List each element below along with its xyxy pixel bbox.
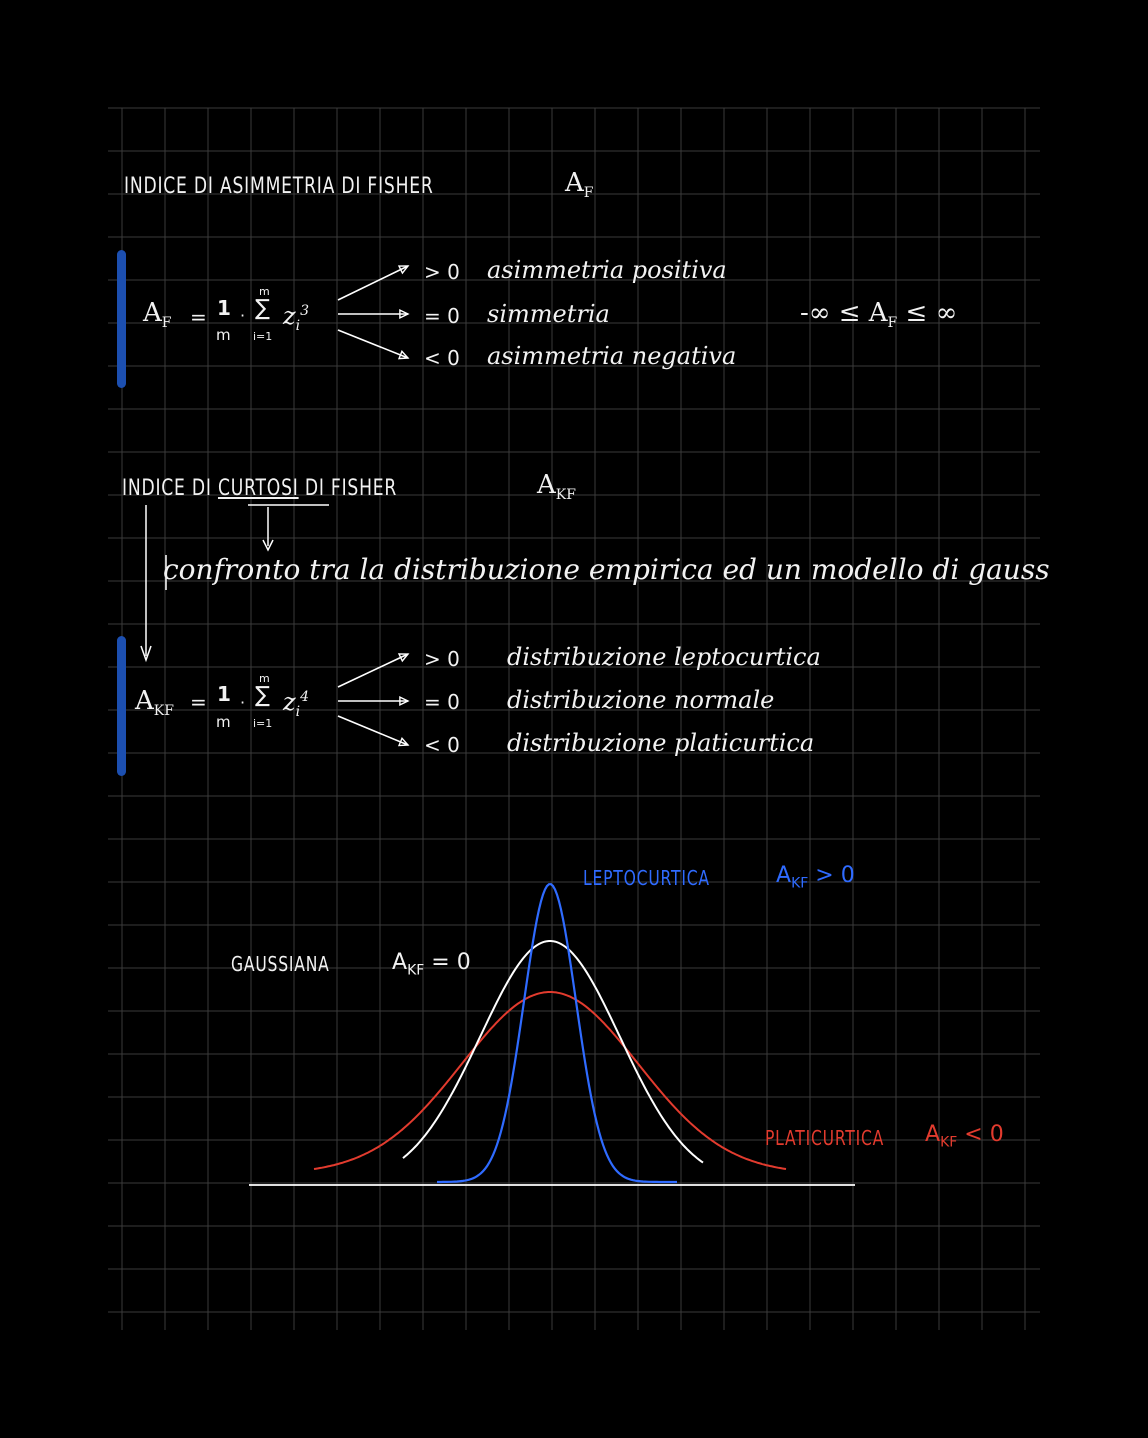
sum-bottom: i=1 — [253, 330, 273, 343]
term-z: $z_i^3$ — [283, 302, 310, 334]
fraction-denominator: m — [216, 713, 231, 731]
equals-sign: = — [190, 305, 207, 329]
case-label: asimmetria positiva — [487, 256, 727, 284]
platicurtica-label: PLATICURTICA — [765, 1126, 885, 1150]
section2-title: INDICE DI CURTOSI DI FISHER — [122, 476, 398, 501]
fraction-numerator: 1 — [217, 296, 231, 320]
range-expression: -∞ ≤ $A_F$ ≤ ∞ — [800, 298, 958, 332]
arrow-line — [338, 716, 408, 745]
fraction-numerator: 1 — [217, 682, 231, 706]
arrow-line — [338, 266, 408, 300]
case-cond: = 0 — [424, 304, 460, 328]
arrow-line — [338, 654, 408, 687]
case-cond: < 0 — [424, 733, 460, 757]
case-cond: > 0 — [424, 647, 460, 671]
gaussiana-label: GAUSSIANA — [231, 952, 330, 976]
case-cond: > 0 — [424, 260, 460, 284]
highlight-bar — [117, 250, 126, 388]
leptocurtica-label: LEPTOCURTICA — [583, 866, 710, 890]
gaussiana-condition: $A_{KF} = 0$ — [392, 950, 471, 979]
equals-sign: = — [190, 690, 207, 714]
dot-operator: · — [240, 306, 246, 325]
sigma-icon: ∑ — [255, 296, 270, 321]
case-label: distribuzione platicurtica — [507, 729, 815, 757]
section1-symbol: $A_F$ — [565, 168, 594, 202]
arrow-line — [338, 330, 408, 358]
section1-title: INDICE DI ASIMMETRIA DI FISHER — [124, 174, 434, 199]
sum-top: m — [259, 672, 270, 685]
term-z: $z_i^4$ — [283, 688, 310, 720]
description: confronto tra la distribuzione empirica ed un modello di gauss — [163, 553, 1050, 586]
platicurtica-condition: $A_{KF} < 0$ — [925, 1122, 1004, 1151]
dot-operator: · — [240, 693, 246, 712]
case-label: distribuzione normale — [507, 686, 775, 714]
arrow-head-icon — [399, 266, 408, 273]
case-label: distribuzione leptocurtica — [507, 643, 821, 671]
sigma-icon: ∑ — [255, 683, 270, 708]
formula-kurtosis: $A_{KF}$ — [135, 686, 174, 720]
arrow-head-icon — [399, 738, 408, 745]
platicurtica-curve — [314, 992, 786, 1169]
fraction-denominator: m — [216, 326, 231, 344]
case-cond: < 0 — [424, 346, 460, 370]
arrow-head-icon — [399, 654, 408, 661]
arrow-head-icon — [399, 351, 408, 358]
case-label: simmetria — [487, 300, 610, 328]
sum-top: m — [259, 285, 270, 298]
case-cond: = 0 — [424, 690, 460, 714]
leptocurtica-condition: $A_{KF} > 0$ — [776, 863, 855, 892]
highlight-bar — [117, 636, 126, 776]
section2-symbol: $A_{KF}$ — [537, 470, 576, 504]
sum-bottom: i=1 — [253, 717, 273, 730]
leptocurtica-curve — [437, 884, 677, 1182]
case-label: asimmetria negativa — [487, 342, 737, 370]
formula-asymmetry: $A_F$ — [143, 298, 172, 332]
